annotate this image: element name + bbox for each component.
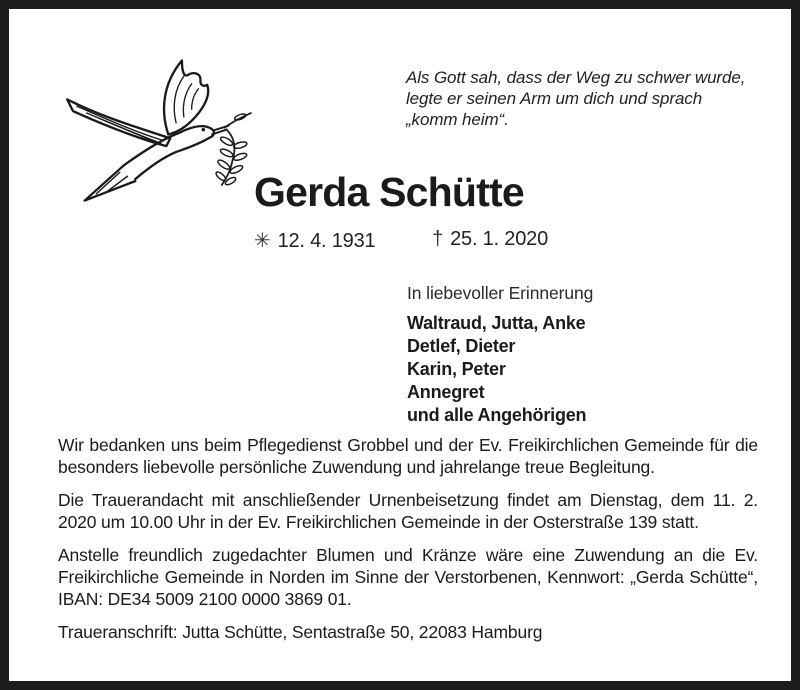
quote-line: „komm heim“. <box>406 110 509 129</box>
condolence-address-line: Traueranschrift: Jutta Schütte, Sentastraße 50, 22083 Hamburg <box>58 621 543 642</box>
donation-paragraph: Anstelle freundlich zugedachter Blumen und Kränze wäre eine Zuwendung an die Ev. Freikirchliche Gemeinde in Norden im Sinne der Verstorbenen, Kennwort: „Gerda Schütte“, IBAN: DE34 5009 2100 0000 3869 01. <box>58 544 758 610</box>
remembrance-block <box>407 283 737 427</box>
birth-date-value: 12. 4. 1931 <box>277 230 376 252</box>
mourners-list <box>407 312 737 427</box>
remembrance-label: In liebevoller Erinnerung <box>407 283 594 303</box>
cross-symbol-icon: † <box>432 228 444 250</box>
birth-date <box>254 228 375 253</box>
notice-body <box>58 434 758 643</box>
death-date <box>432 228 548 253</box>
born-symbol-icon: ✳ <box>254 230 271 252</box>
epigraph-quote <box>406 67 776 130</box>
quote-line: legte er seinen Arm um dich und sprach <box>406 89 703 108</box>
death-date-value: 25. 1. 2020 <box>450 228 548 250</box>
life-dates <box>254 228 548 253</box>
mourner-line: Waltraud, Jutta, Anke <box>407 313 586 333</box>
quote-line: Als Gott sah, dass der Weg zu schwer wurde, <box>406 68 746 87</box>
thanks-paragraph: Wir bedanken uns beim Pflegedienst Grobbel und der Ev. Freikirchlichen Gemeinde für die besonders liebevolle persönliche Zuwendung und jahrelange treue Begleitung. <box>58 435 758 478</box>
mourner-line: und alle Angehörigen <box>407 405 587 425</box>
service-paragraph: Die Trauerandacht mit anschließender Urnenbeisetzung findet am Dienstag, dem 11. 2. 2020 um 10.00 Uhr in der Ev. Freikirchlichen Gemeinde in der Osterstraße 139 statt. <box>58 489 758 533</box>
mourner-line: Annegret <box>407 382 485 402</box>
deceased-block <box>254 169 548 253</box>
deceased-name: Gerda Schütte <box>254 169 524 215</box>
dove-with-olive-branch-icon <box>59 45 264 220</box>
mourner-line: Karin, Peter <box>407 359 506 379</box>
mourner-line: Detlef, Dieter <box>407 336 516 356</box>
